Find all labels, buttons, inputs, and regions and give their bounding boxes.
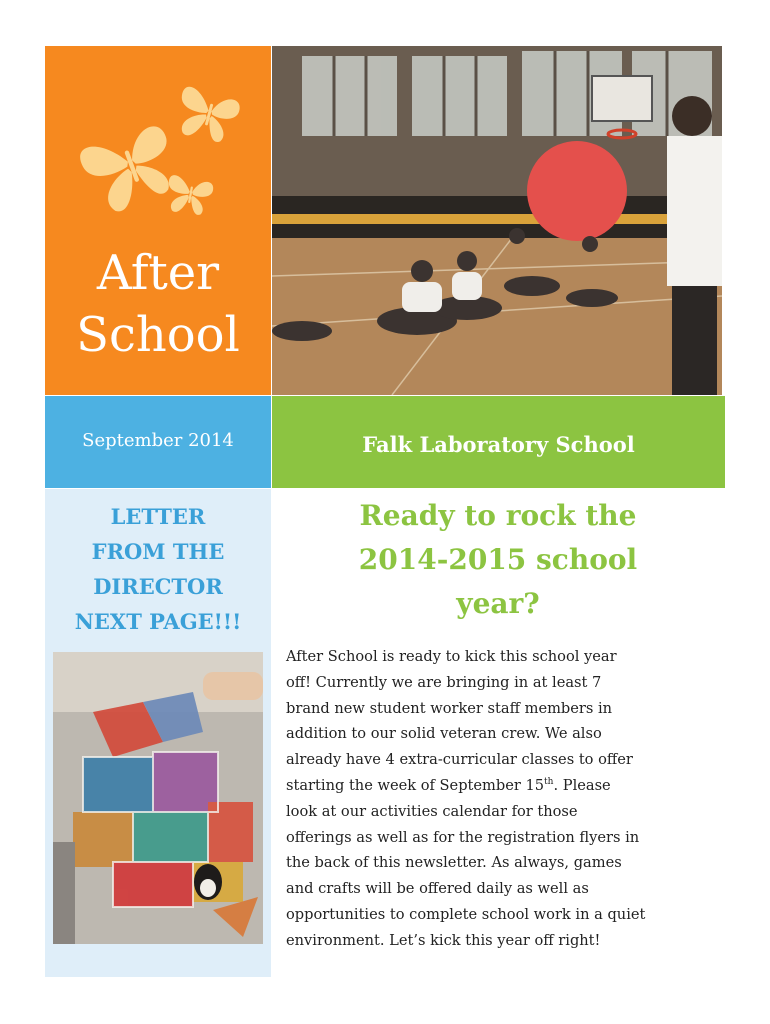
- magnetic-tiles-photo: [53, 652, 263, 944]
- body-line: After School is ready to kick this school year: [286, 648, 617, 665]
- body-line: look at our activities calendar for those: [286, 802, 578, 820]
- body-line: environment. Let’s kick this year off right!: [286, 931, 601, 949]
- school-name: Falk Laboratory School: [362, 432, 635, 457]
- tiles-scene-image: [53, 652, 263, 944]
- headline-line-3: year?: [456, 587, 540, 620]
- title-block: [45, 46, 271, 395]
- headline-line-2: 2014-2015 school: [358, 543, 638, 576]
- body-line: and crafts will be offered daily as well as: [286, 880, 589, 898]
- sidebar: [45, 489, 271, 977]
- body-line-6-text: starting the week of September 15: [286, 776, 545, 794]
- butterfly-small-icon: [163, 164, 219, 220]
- butterfly-top-icon: [173, 74, 247, 148]
- article-body: [286, 644, 712, 954]
- body-line: opportunities to complete school work in a quiet: [286, 905, 646, 923]
- callout-line-2: FROM THE: [91, 539, 225, 564]
- body-line: addition to our solid veteran crew. We also: [286, 725, 602, 743]
- callout-line-4: NEXT PAGE!!!: [74, 609, 242, 634]
- body-line: off! Currently we are bringing in at least 7: [286, 673, 602, 691]
- newsletter-title: [45, 242, 271, 366]
- callout-line-3: DIRECTOR: [93, 574, 223, 599]
- ordinal-suffix: th: [544, 777, 554, 788]
- date-bar: [45, 396, 271, 488]
- school-bar: [272, 396, 725, 488]
- article-headline: [300, 494, 696, 626]
- callout-line-1: LETTER: [110, 504, 206, 529]
- gym-photo: [272, 46, 722, 395]
- issue-date: September 2014: [82, 430, 234, 451]
- gym-scene-image: [272, 46, 722, 395]
- director-letter-callout: [45, 499, 271, 639]
- body-line: the back of this newsletter. As always, games: [286, 854, 622, 872]
- title-line-2: School: [76, 307, 240, 363]
- title-line-1: After: [96, 245, 220, 301]
- body-line: brand new student worker staff members in: [286, 699, 613, 717]
- headline-line-1: Ready to rock the: [359, 499, 637, 532]
- body-line-with-date: [286, 773, 712, 799]
- body-line: already have 4 extra-curricular classes to offer: [286, 751, 633, 769]
- body-line-6-tail: . Please: [553, 776, 611, 794]
- body-line: offerings as well as for the registration flyers in: [286, 828, 640, 846]
